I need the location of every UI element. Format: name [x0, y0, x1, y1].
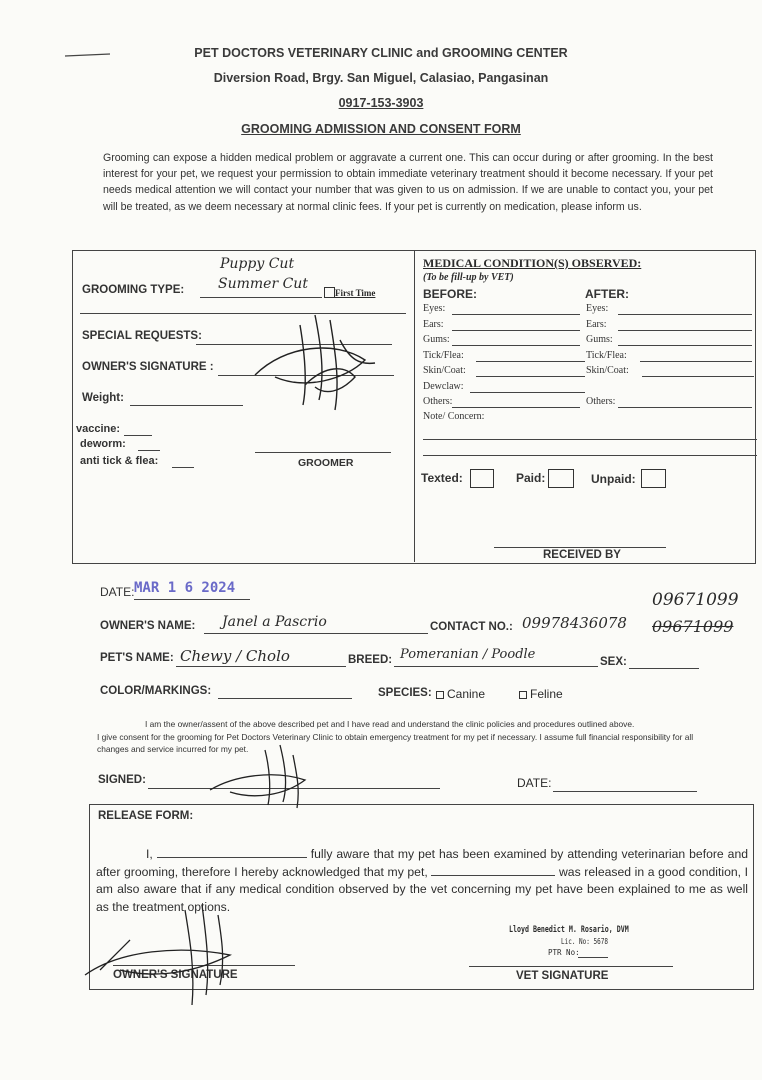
first-time-checkbox[interactable] — [324, 287, 335, 298]
after-item-line — [642, 376, 754, 377]
before-item-label: Tick/Flea: — [423, 349, 464, 361]
received-by-line — [494, 547, 666, 548]
before-item-line — [452, 407, 580, 408]
groomer-label: GROOMER — [298, 457, 354, 469]
antitick-line — [172, 467, 194, 468]
after-item-label: Tick/Flea: — [586, 349, 627, 361]
paid-checkbox[interactable] — [548, 469, 574, 488]
breed-label: BREED: — [348, 654, 393, 666]
medical-title: MEDICAL CONDITION(S) OBSERVED: — [423, 256, 642, 270]
ptr-line — [578, 957, 608, 958]
signed-label: SIGNED: — [98, 774, 146, 786]
release-text-b: fully aware that my pet has been examined by attending veterinarian before and after grooming, therefore I hereby acknowledged that my pet, — [96, 847, 749, 879]
after-item-line — [618, 330, 752, 331]
texted-label: Texted: — [421, 471, 463, 485]
before-item-line — [476, 361, 585, 362]
release-text-c: was released in a good condition, I am also aware that if any medical condition observed by the vet concerning my pet have been explained to me as well as the treatment options. — [96, 864, 749, 914]
breed-line — [394, 666, 598, 667]
pet-name-line — [176, 666, 346, 667]
vaccine-line — [124, 435, 152, 436]
breed-value: Pomeranian / Poodle — [400, 647, 536, 662]
color-markings-line — [218, 698, 352, 699]
received-by-label: RECEIVED BY — [543, 549, 621, 561]
corner-mark — [60, 50, 120, 62]
owner-name-label: OWNER'S NAME: — [100, 620, 196, 632]
note-line-1 — [423, 439, 757, 440]
date-line — [134, 599, 250, 600]
deworm-line — [138, 450, 160, 451]
before-item-label: Eyes: — [423, 303, 446, 314]
before-item-label: Ears: — [423, 318, 444, 330]
vaccine-label: vaccine: — [76, 423, 121, 435]
release-owner-signature-scribble — [80, 900, 260, 1010]
after-item-line — [640, 361, 752, 362]
before-item-label: Others: — [423, 396, 453, 407]
grooming-type-hand-1: Puppy Cut — [220, 256, 295, 272]
date-label: DATE: — [100, 585, 135, 599]
release-form-title: RELEASE FORM: — [98, 810, 194, 822]
vet-name: Lloyd Benedict M. Rosario, DVM — [509, 925, 629, 935]
before-item-line — [452, 330, 580, 331]
after-item-line — [618, 314, 752, 315]
grooming-type-label: GROOMING TYPE: — [82, 284, 185, 296]
vet-ptr-no: PTR No: — [548, 948, 580, 957]
contact-alt-2: 09671099 — [652, 617, 734, 636]
before-item-label: Skin/Coat: — [423, 365, 466, 376]
consent-line-2: I give consent for the grooming for Pet Doctors Veterinary Clinic to obtain emergency treatment for my pet if necessary. I assume full financial responsibility for all changes and service incurred for my pet. — [97, 731, 694, 754]
release-text-a: I, — [146, 847, 153, 861]
note-line-2 — [423, 455, 757, 456]
first-time-label: First Time — [335, 288, 376, 298]
after-item-label: Skin/Coat: — [586, 365, 629, 376]
date-stamp: MAR 1 6 2024 — [134, 580, 236, 596]
groomer-line — [255, 452, 391, 453]
pet-name-value: Chewy / Cholo — [180, 647, 290, 665]
unpaid-label: Unpaid: — [591, 472, 636, 486]
special-requests-label: SPECIAL REQUESTS: — [82, 330, 202, 342]
consent-line-1: I am the owner/assent of the above described pet and I have read and understand the clinic policies and procedures outlined above. — [145, 719, 635, 729]
unpaid-checkbox[interactable] — [641, 469, 666, 488]
owner-name-value: Janel a Pascrio — [222, 614, 327, 630]
intro-paragraph: Grooming can expose a hidden medical problem or aggravate a current one. This can occur during or after grooming. In the best interest for your pet, we request your permission to obtain immediate veterinary treatment should it become necessary. If your pet needs medical attention we will contact your number that was given to us on admission. If we are unable to contact you, your pet will be treated, as we deem necessary at normal clinic fees. If your pet is currently on medication, please inform us. — [103, 152, 713, 213]
canine-label: Canine — [447, 687, 486, 701]
after-item-label: Others: — [586, 396, 616, 407]
before-item-line — [452, 345, 580, 346]
deworm-label: deworm: — [80, 438, 126, 450]
grooming-type-hand-2: Summer Cut — [218, 276, 308, 292]
consent-text — [97, 718, 707, 756]
feline-label: Feline — [530, 687, 563, 701]
before-item-line — [470, 392, 585, 393]
after-item-label: Eyes: — [586, 303, 609, 314]
contact-label: CONTACT NO.: — [430, 621, 513, 633]
before-label: BEFORE: — [423, 287, 477, 301]
vet-signature-label: VET SIGNATURE — [516, 970, 609, 982]
weight-label: Weight: — [82, 392, 124, 404]
medical-subtitle: (To be fill-up by VET) — [423, 272, 514, 283]
clinic-phone: 0917-153-3903 — [338, 96, 424, 110]
after-item-label: Ears: — [586, 318, 607, 330]
after-item-line — [618, 407, 752, 408]
before-item-line — [476, 376, 585, 377]
grooming-type-line — [200, 297, 322, 298]
species-label: SPECIES: — [378, 687, 432, 699]
contact-value: 09978436078 — [522, 614, 627, 632]
feline-checkbox[interactable] — [519, 691, 527, 699]
release-name-blank — [157, 846, 307, 858]
before-item-label: Gums: — [423, 334, 450, 345]
owner-signature-scribble — [245, 305, 385, 415]
vet-lic-no: Lic. No: 5678 — [561, 937, 608, 946]
date2-label: DATE: — [517, 776, 552, 790]
after-item-line — [618, 345, 752, 346]
owner-name-line — [204, 633, 428, 634]
clinic-address: Diversion Road, Brgy. San Miguel, Calasiao, Pangasinan — [213, 71, 549, 85]
clinic-name: PET DOCTORS VETERINARY CLINIC and GROOMING CENTER — [194, 46, 568, 60]
paid-label: Paid: — [516, 471, 546, 485]
weight-line — [130, 405, 243, 406]
date2-line — [553, 791, 697, 792]
signed-signature-scribble — [205, 740, 325, 810]
antitick-label: anti tick & flea: — [80, 455, 159, 467]
form-title: GROOMING ADMISSION AND CONSENT FORM — [241, 122, 521, 136]
release-owner-signature-label: OWNER'S SIGNATURE — [113, 969, 238, 981]
canine-checkbox[interactable] — [436, 691, 444, 699]
note-label: Note/ Concern: — [423, 411, 485, 422]
release-pet-blank — [431, 864, 555, 876]
sex-label: SEX: — [600, 656, 627, 668]
owner-signature-label: OWNER'S SIGNATURE : — [82, 361, 214, 373]
box-divider — [414, 250, 415, 562]
texted-checkbox[interactable] — [470, 469, 494, 488]
vet-sig-line — [469, 966, 673, 967]
before-item-line — [452, 314, 580, 315]
pet-name-label: PET'S NAME: — [100, 652, 174, 664]
color-markings-label: COLOR/MARKINGS: — [100, 685, 212, 697]
after-label: AFTER: — [585, 287, 629, 301]
contact-alt-1: 09671099 — [652, 590, 739, 610]
after-item-label: Gums: — [586, 334, 613, 345]
before-item-label: Dewclaw: — [423, 380, 464, 392]
sex-line — [629, 668, 699, 669]
